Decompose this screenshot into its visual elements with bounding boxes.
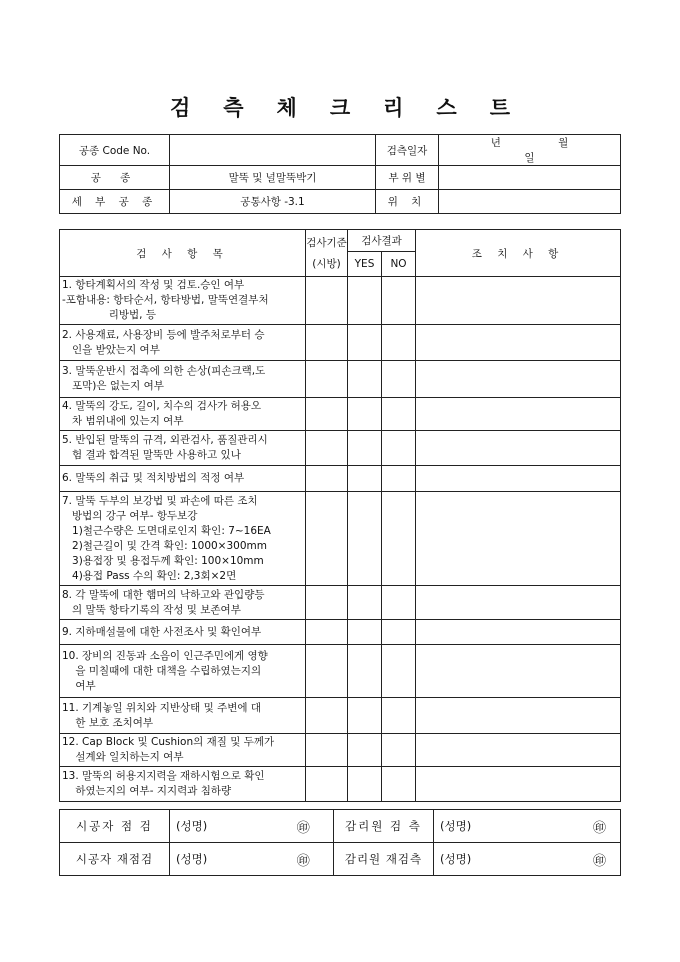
standard-cell[interactable] [306,620,348,645]
action-cell[interactable] [416,767,621,802]
yes-cell[interactable] [348,277,382,325]
check-item-9: 9. 지하매설물에 대한 사전조사 및 확인여부 [60,620,306,645]
table-row [60,325,621,361]
code-value[interactable] [170,135,376,166]
checklist-table [59,229,621,802]
signature-row-2 [60,843,621,876]
standard-cell[interactable] [306,361,348,398]
table-row [60,277,621,325]
standard-cell[interactable] [306,398,348,431]
check-item-6: 6. 말뚝의 취급 및 적치방법의 적정 여부 [60,466,306,492]
table-row [60,361,621,398]
action-cell[interactable] [416,586,621,620]
date-field[interactable] [439,135,621,166]
contractor-recheck-label: 시공자 재점검 [60,843,170,876]
header-action [416,230,621,277]
no-cell[interactable] [382,645,416,698]
yes-cell[interactable] [348,361,382,398]
part-value[interactable] [439,166,621,190]
check-item-11: 11. 기계놓일 위치와 지반상태 및 주변에 대 한 보호 조치여부 [60,698,306,734]
table-row [60,767,621,802]
yes-cell[interactable] [348,492,382,586]
signature-table [59,809,621,876]
no-cell[interactable] [382,431,416,466]
header-item-label: 검 사 항 목 [136,247,229,260]
supervisor-inspect-name[interactable]: (성명) [434,810,538,843]
table-row [60,492,621,586]
info-row-detail [60,190,621,214]
part-label: 부 위 별 [376,166,439,190]
table-row [60,734,621,767]
no-cell[interactable] [382,620,416,645]
action-cell[interactable] [416,431,621,466]
check-item-3: 3. 말뚝운반시 접촉에 의한 손상(피손크랙,도 포막)은 없는지 여부 [60,361,306,398]
loc-label: 위 치 [376,190,439,214]
yes-cell[interactable] [348,645,382,698]
action-cell[interactable] [416,325,621,361]
date-label: 검측일자 [376,135,439,166]
contractor-check-label: 시공자 점 검 [60,810,170,843]
check-item-4: 4. 말뚝의 강도, 길이, 치수의 검사가 허용오 차 범위내에 있는지 여부 [60,398,306,431]
checklist-header-row [60,230,621,252]
check-item-8: 8. 각 말뚝에 대한 햄머의 낙하고와 관입량등 의 말뚝 항타기록의 작성 및 보존여부 [60,586,306,620]
yes-cell[interactable] [348,466,382,492]
contractor-check-seal: ㊞ [274,810,334,843]
no-cell[interactable] [382,325,416,361]
action-cell[interactable] [416,698,621,734]
info-row-work [60,166,621,190]
header-action-label: 조 치 사 항 [471,247,565,260]
contractor-check-name[interactable]: (성명) [170,810,274,843]
action-cell[interactable] [416,492,621,586]
table-row [60,620,621,645]
action-cell[interactable] [416,734,621,767]
standard-cell[interactable] [306,431,348,466]
yes-cell[interactable] [348,767,382,802]
supervisor-reinspect-label: 감리원 재검측 [334,843,434,876]
yes-cell[interactable] [348,586,382,620]
work-value: 말뚝 및 널말뚝박기 [170,166,376,190]
check-item-5: 5. 반입된 말뚝의 규격, 외관검사, 품질관리시 험 결과 합격된 말뚝만 사용하고 있나 [60,431,306,466]
signature-row-1 [60,810,621,843]
supervisor-reinspect-seal: ㊞ [538,843,621,876]
header-no: NO [382,252,416,277]
date-day: 일 [524,152,535,164]
no-cell[interactable] [382,767,416,802]
no-cell[interactable] [382,586,416,620]
detail-label: 세 부 공 종 [60,190,170,214]
header-result: 검사결과 [348,230,416,252]
standard-cell[interactable] [306,767,348,802]
yes-cell[interactable] [348,734,382,767]
yes-cell[interactable] [348,398,382,431]
header-item [60,230,306,277]
table-row [60,466,621,492]
no-cell[interactable] [382,734,416,767]
loc-value[interactable] [439,190,621,214]
action-cell[interactable] [416,645,621,698]
info-row-code [60,135,621,166]
standard-cell[interactable] [306,277,348,325]
action-cell[interactable] [416,361,621,398]
yes-cell[interactable] [348,698,382,734]
yes-cell[interactable] [348,620,382,645]
contractor-recheck-seal: ㊞ [274,843,334,876]
action-cell[interactable] [416,398,621,431]
no-cell[interactable] [382,277,416,325]
no-cell[interactable] [382,466,416,492]
check-item-10: 10. 장비의 진동과 소음이 인근주민에게 영향 을 미칠때에 대한 대책을 수립하였는지의 여부 [60,645,306,698]
detail-value: 공통사항 -3.1 [170,190,376,214]
table-row [60,586,621,620]
info-table [59,134,621,214]
header-yes: YES [348,252,382,277]
check-item-7: 7. 말뚝 두부의 보강법 및 파손에 따른 조치 방법의 강구 여부- 항두보강 1)철근수량은 도면대로인지 확인: 7~16EA 2)철근길이 및 간격 확인: 1000×300mm 3)용접장 및 용접두께 확인: 100×10mm 4)용접 Pass 수의 확인: 2,3회×2면 [60,492,306,586]
date-year: 년 [490,137,501,149]
action-cell[interactable] [416,466,621,492]
standard-cell[interactable] [306,586,348,620]
yes-cell[interactable] [348,431,382,466]
check-item-12: 12. Cap Block 및 Cushion의 재질 및 두께가 설계와 일치하는지 여부 [60,734,306,767]
no-cell[interactable] [382,361,416,398]
standard-cell[interactable] [306,734,348,767]
standard-cell[interactable] [306,325,348,361]
no-cell[interactable] [382,492,416,586]
action-cell[interactable] [416,620,621,645]
header-standard [306,230,348,277]
no-cell[interactable] [382,698,416,734]
action-cell[interactable] [416,277,621,325]
table-row [60,645,621,698]
standard-cell[interactable] [306,492,348,586]
standard-cell[interactable] [306,698,348,734]
header-standard-line1: 검사기준 [306,237,347,249]
standard-cell[interactable] [306,466,348,492]
standard-cell[interactable] [306,645,348,698]
check-item-2: 2. 사용재료, 사용장비 등에 발주처로부터 승 인을 받았는지 여부 [60,325,306,361]
contractor-recheck-name[interactable]: (성명) [170,843,274,876]
date-month: 월 [558,137,569,149]
page-title: 검측체크리스트 [169,95,543,120]
work-label: 공 종 [60,166,170,190]
header-standard-line2: (시방) [312,258,341,270]
supervisor-inspect-label: 감리원 검 측 [334,810,434,843]
table-row [60,431,621,466]
table-row [60,398,621,431]
no-cell[interactable] [382,398,416,431]
check-item-1: 1. 항타계획서의 작성 및 검토.승인 여부 -포함내용: 항타순서, 항타방법, 말뚝연결부처 리방법, 등 [60,277,306,325]
table-row [60,698,621,734]
supervisor-inspect-seal: ㊞ [538,810,621,843]
supervisor-reinspect-name[interactable]: (성명) [434,843,538,876]
code-label: 공종 Code No. [60,135,170,166]
check-item-13: 13. 말뚝의 허용지지력을 재하시험으로 확인 하였는지의 여부- 지지력과 침하량 [60,767,306,802]
yes-cell[interactable] [348,325,382,361]
